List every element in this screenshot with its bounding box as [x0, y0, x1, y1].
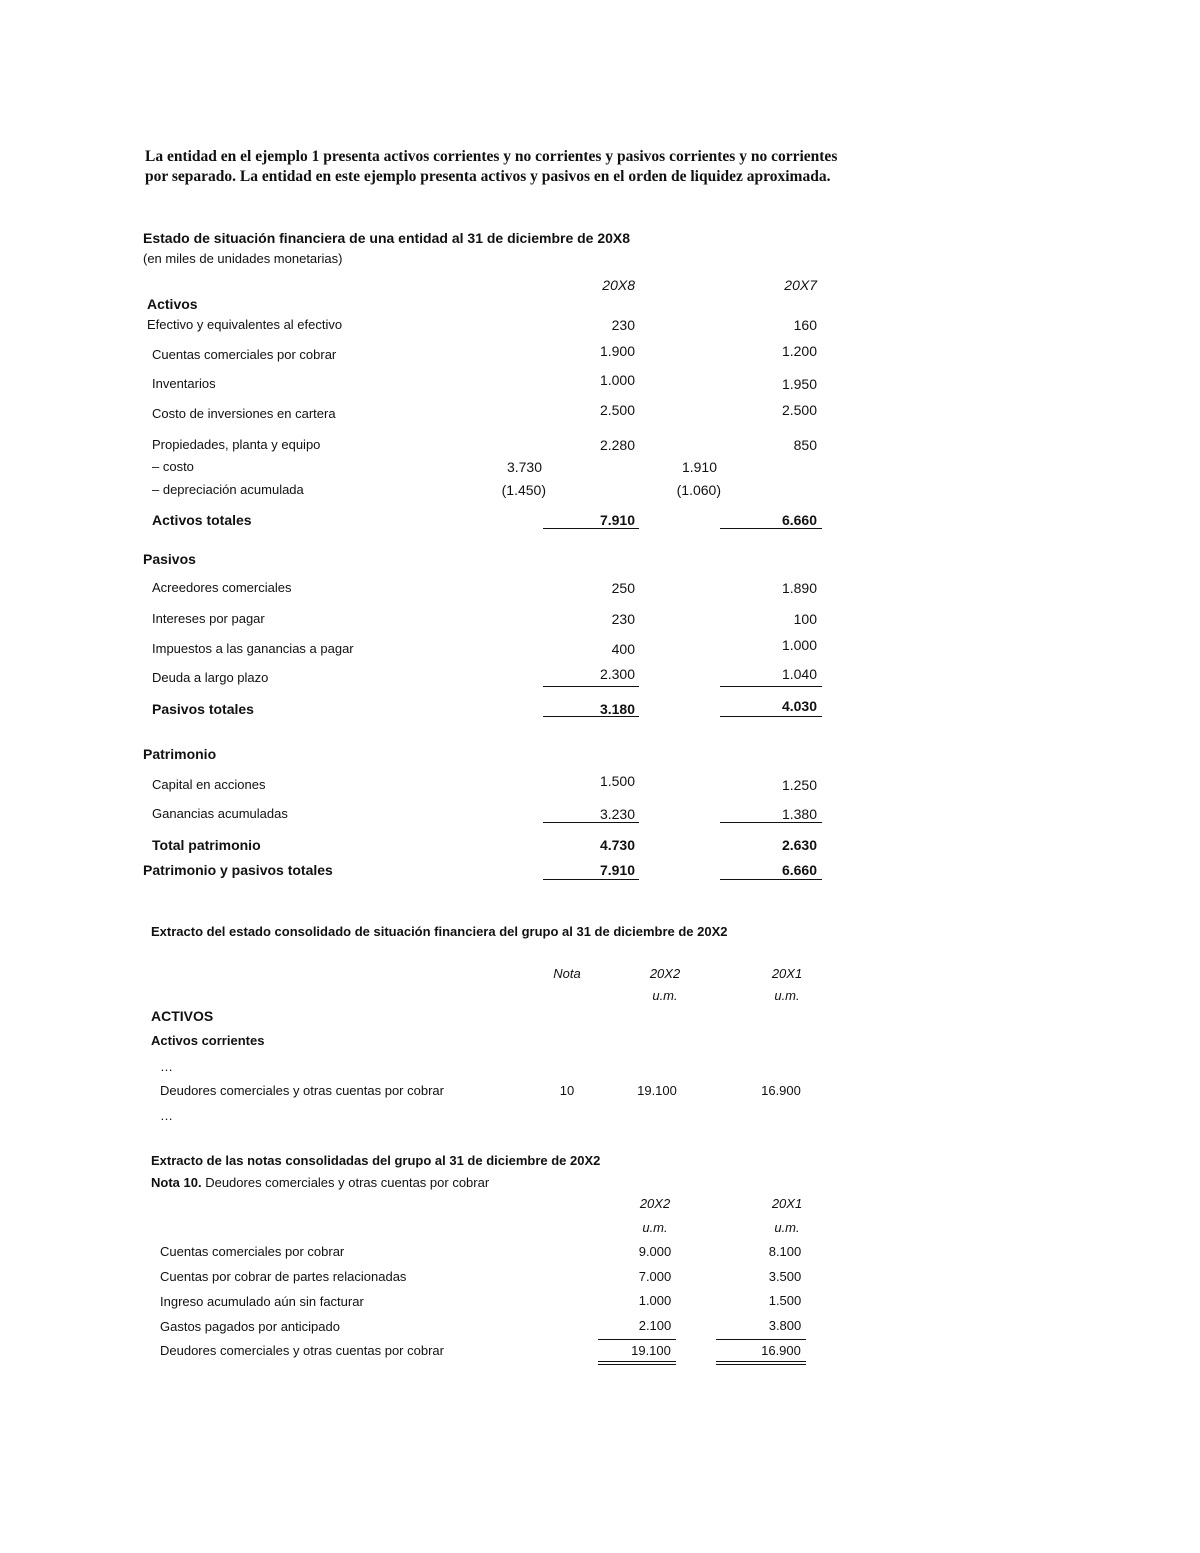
col-header-20x8: 20X8: [602, 277, 635, 293]
note-total-label: Deudores comerciales y otras cuentas por cobrar: [160, 1343, 444, 1358]
note-row-label: Ingreso acumulado aún sin facturar: [160, 1294, 364, 1309]
row-label: Cuentas comerciales por cobrar: [152, 347, 337, 362]
section-heading-liabilities: Pasivos: [143, 551, 196, 567]
ppe-depreciation-label: – depreciación acumulada: [152, 482, 304, 497]
total-assets-label: Activos totales: [152, 512, 252, 528]
note-row-20x1: 1.500: [768, 1293, 802, 1308]
row-value-20x8: 2.280: [599, 437, 635, 453]
total-liabilities-label: Pasivos totales: [152, 701, 254, 717]
col-header-20x2: 20X2: [639, 1196, 671, 1211]
grand-total-rule: [543, 879, 639, 880]
total-rule: [720, 716, 822, 717]
total-equity-20x7: 2.630: [781, 837, 817, 853]
ppe-cost-20x8: 3.730: [506, 459, 542, 475]
ppe-depreciation-20x8: (1.450): [501, 482, 546, 498]
col-header-20x2: 20X2: [649, 966, 681, 981]
notes-title: Extracto de las notas consolidadas del grupo al 31 de diciembre de 20X2: [151, 1153, 601, 1168]
unit-label-20x2: u.m.: [652, 988, 678, 1003]
col-header-20x1: 20X1: [771, 1196, 803, 1211]
row-value-20x7: 850: [793, 437, 817, 453]
consolidated-heading-assets: ACTIVOS: [151, 1008, 214, 1024]
note-total-rule: [598, 1361, 676, 1362]
row-value-20x8: 230: [611, 317, 635, 333]
note-total-20x1: 16.900: [761, 1343, 801, 1358]
note-subtotal-rule: [716, 1339, 806, 1340]
row-label: Inventarios: [152, 376, 216, 391]
subtotal-rule: [543, 822, 639, 823]
note-row-20x2: 9.000: [638, 1244, 672, 1259]
consolidated-row-note: 10: [559, 1083, 575, 1098]
total-rule: [543, 528, 639, 529]
consolidated-row-label: Deudores comerciales y otras cuentas por cobrar: [160, 1083, 444, 1098]
note-row-20x2: 2.100: [638, 1318, 672, 1333]
row-value-20x7: 1.950: [781, 376, 817, 392]
row-value-20x7: 2.500: [781, 402, 817, 418]
row-label: Intereses por pagar: [152, 611, 265, 626]
note-total-rule: [598, 1364, 676, 1365]
ppe-cost-20x7: 1.910: [681, 459, 717, 475]
section-heading-equity: Patrimonio: [143, 746, 217, 762]
col-header-20x1: 20X1: [771, 966, 803, 981]
note-total-rule: [716, 1361, 806, 1362]
note-row-label: Gastos pagados por anticipado: [160, 1319, 340, 1334]
total-assets-20x7: 6.660: [781, 512, 817, 528]
statement-title: Estado de situación financiera de una entidad al 31 de diciembre de 20X8: [143, 230, 631, 246]
row-value-20x7: 1.890: [781, 580, 817, 596]
row-label: Ganancias acumuladas: [152, 806, 288, 821]
row-value-20x7: 160: [793, 317, 817, 333]
row-value-20x8: 2.500: [599, 402, 635, 418]
ppe-cost-label: – costo: [152, 459, 194, 474]
ellipsis: …: [160, 1059, 173, 1074]
subtotal-rule: [720, 822, 822, 823]
grand-total-rule: [720, 879, 822, 880]
statement-subtitle: (en miles de unidades monetarias): [143, 251, 343, 266]
total-assets-20x8: 7.910: [599, 512, 635, 528]
note-row-20x2: 7.000: [638, 1269, 672, 1284]
row-label: Impuestos a las ganancias a pagar: [152, 641, 354, 656]
row-label: Efectivo y equivalentes al efectivo: [147, 317, 343, 332]
note-total-rule: [716, 1364, 806, 1365]
grand-total-label: Patrimonio y pasivos totales: [143, 862, 333, 878]
note-number: Nota 10.: [151, 1175, 202, 1190]
row-value-20x7: 100: [793, 611, 817, 627]
note-row-label: Cuentas por cobrar de partes relacionadas: [160, 1269, 407, 1284]
note-total-20x2: 19.100: [631, 1343, 671, 1358]
total-liabilities-20x7: 4.030: [781, 698, 817, 714]
total-rule: [720, 528, 822, 529]
row-value-20x8: 400: [611, 641, 635, 657]
row-value-20x7: 1.000: [781, 637, 817, 653]
row-value-20x8: 230: [611, 611, 635, 627]
note-row-20x1: 3.800: [768, 1318, 802, 1333]
consolidated-title: Extracto del estado consolidado de situación financiera del grupo al 31 de diciembre de 20X2: [151, 924, 728, 939]
row-label: Acreedores comerciales: [152, 580, 292, 595]
note-row-20x1: 3.500: [768, 1269, 802, 1284]
row-value-20x7: 1.200: [781, 343, 817, 359]
row-label: Costo de inversiones en cartera: [152, 406, 336, 421]
total-equity-label: Total patrimonio: [152, 837, 261, 853]
row-value-20x8: 1.000: [599, 372, 635, 388]
row-label: Deuda a largo plazo: [152, 670, 269, 685]
row-label: Capital en acciones: [152, 777, 266, 792]
note-subtotal-rule: [598, 1339, 676, 1340]
ppe-depreciation-20x7: (1.060): [676, 482, 721, 498]
note-row-20x2: 1.000: [638, 1293, 672, 1308]
row-label: Propiedades, planta y equipo: [152, 437, 321, 452]
row-value-20x8: 250: [611, 580, 635, 596]
grand-total-20x8: 7.910: [599, 862, 635, 878]
consolidated-row-20x1: 16.900: [761, 1083, 801, 1098]
ellipsis: …: [160, 1108, 173, 1123]
row-value-20x8: 1.900: [599, 343, 635, 359]
note-row-20x1: 8.100: [768, 1244, 802, 1259]
row-value-20x7: 1.380: [781, 806, 817, 822]
consolidated-heading-current: Activos corrientes: [151, 1033, 265, 1048]
consolidated-row-20x2: 19.100: [637, 1083, 677, 1098]
row-value-20x8: 2.300: [599, 666, 635, 682]
col-header-20x7: 20X7: [784, 277, 817, 293]
section-heading-assets: Activos: [147, 296, 198, 312]
row-value-20x8: 1.500: [599, 773, 635, 789]
unit-label-20x2: u.m.: [642, 1220, 668, 1235]
notes-subtitle: [151, 1175, 489, 1190]
subtotal-rule: [720, 686, 822, 687]
unit-label-20x1: u.m.: [774, 1220, 800, 1235]
note-title: Deudores comerciales y otras cuentas por cobrar: [205, 1175, 490, 1190]
unit-label-20x1: u.m.: [774, 988, 800, 1003]
total-liabilities-20x8: 3.180: [599, 701, 635, 717]
intro-paragraph: La entidad en el ejemplo 1 presenta activos corrientes y no corrientes y pasivos corrientes y no corrientes por separado. La entidad en este ejemplo presenta activos y pasivos en el orden de liquidez aproximada.: [145, 148, 838, 185]
subtotal-rule: [543, 686, 639, 687]
row-value-20x7: 1.250: [781, 777, 817, 793]
row-value-20x7: 1.040: [781, 666, 817, 682]
grand-total-20x7: 6.660: [781, 862, 817, 878]
note-row-label: Cuentas comerciales por cobrar: [160, 1244, 345, 1259]
row-value-20x8: 3.230: [599, 806, 635, 822]
total-equity-20x8: 4.730: [599, 837, 635, 853]
col-header-note: Nota: [553, 966, 581, 981]
